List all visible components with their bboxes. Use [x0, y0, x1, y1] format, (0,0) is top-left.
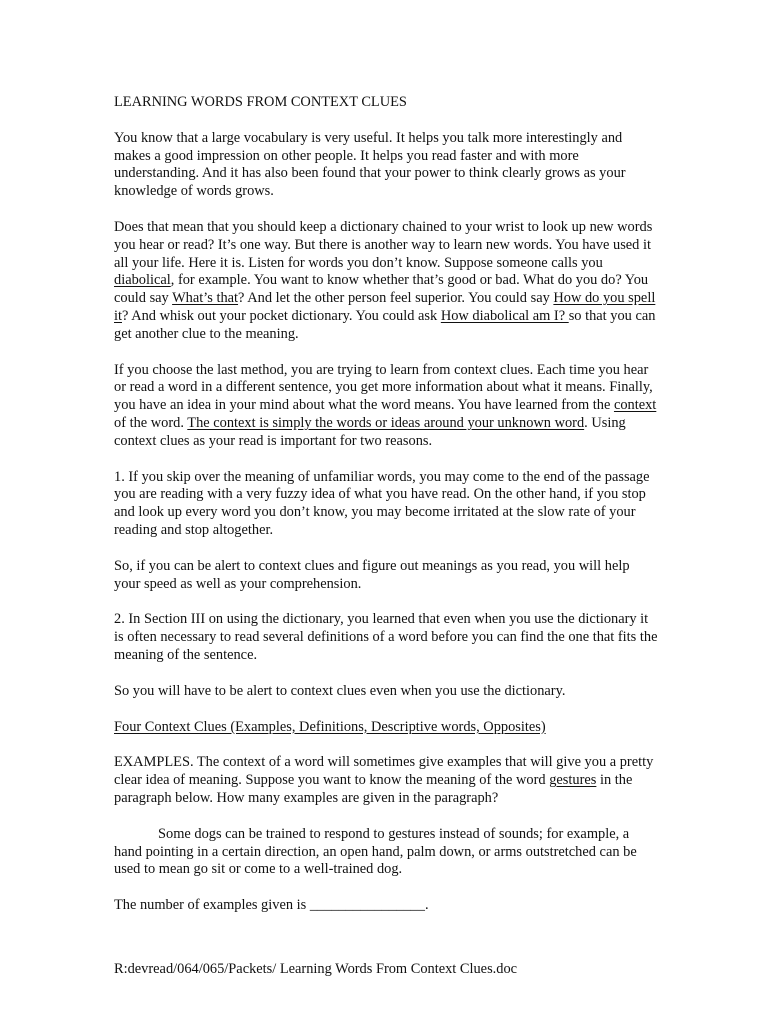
underlined-phrase-how-diabolical: How diabolical am I?	[440, 307, 569, 324]
paragraph-dictionary: Does that mean that you should keep a dictionary chained to your wrist to look up new words you hear or read? It’s one way. But there is another way to learn new words. You have used it all your life. Here it is. Listen for words you don’t know. Suppose someone calls you diabolical, for example. You want to know whether that’s good or bad. What do you do? You could say What’s that? And let the other person feel superior. You could say How do you spell it? And whisk out your pocket dictionary. You could ask How diabolical am I? so that you can get another clue to the meaning.	[114, 218, 656, 342]
paragraph-context-method: If you choose the last method, you are trying to learn from context clues. Each time you hear or read a word in a different sentence, you get more information about what it means. Finally, you have an idea in your mind about what the word means. You have learned from the context of the word. The context is simply the words or ideas around your unknown word. Using context clues as your read is important for two reasons.	[114, 361, 657, 449]
underlined-phrase-whats-that: What’s that	[172, 290, 239, 307]
paragraph-intro: You know that a large vocabulary is very useful. It helps you talk more interestingly and makes a good impression on other people. It helps you read faster and with more understanding. And it has also been found that your power to think clearly grows as your knowledge of words grows.	[114, 129, 626, 200]
underlined-phrase-how-spell: How do you spell it	[114, 290, 656, 324]
underlined-word-gestures: gestures	[549, 772, 597, 789]
paragraph-number-examples: The number of examples given is ________________.	[114, 897, 429, 914]
document-body	[114, 94, 659, 915]
document-title: LEARNING WORDS FROM CONTEXT CLUES	[114, 94, 407, 110]
paragraph-reason-1: 1. If you skip over the meaning of unfamiliar words, you may come to the end of the passage you are reading with a very fuzzy idea of what you have read. On the other hand, if you stop and look up every word you don’t know, you may become irritated at the slow rate of your reading and stop altogether.	[114, 468, 650, 538]
paragraph-examples: EXAMPLES. The context of a word will sometimes give examples that will give you a pretty clear idea of meaning. Suppose you want to know the meaning of the word gestures in the paragraph below. How many examples are given in the paragraph?	[114, 754, 654, 806]
document-footer-path: R:devread/064/065/Packets/ Learning Words From Context Clues.doc	[114, 961, 518, 977]
paragraph-dogs-example: Some dogs can be trained to respond to gestures instead of sounds; for example, a hand pointing in a certain direction, an open hand, palm down, or arms outstretched can be used to mean go sit or come to a well-trained dog.	[114, 825, 637, 878]
underlined-word-diabolical: diabolical	[114, 272, 171, 289]
underlined-context-definition: The context is simply the words or ideas around your unknown word	[187, 414, 585, 431]
paragraph-alert-dictionary: So you will have to be alert to context clues even when you use the dictionary.	[114, 682, 566, 699]
underlined-word-context: context	[613, 397, 657, 414]
paragraph-reason-2: 2. In Section III on using the dictionary, you learned that even when you use the dictionary it is often necessary to read several definitions of a word before you can find the one that fits the meaning of the sentence.	[114, 611, 658, 663]
section-heading-four-clues: Four Context Clues (Examples, Definitions, Descriptive words, Opposites)	[114, 718, 546, 735]
paragraph-alert-speed: So, if you can be alert to context clues and figure out meanings as you read, you will help your speed as well as your comprehension.	[114, 557, 630, 592]
